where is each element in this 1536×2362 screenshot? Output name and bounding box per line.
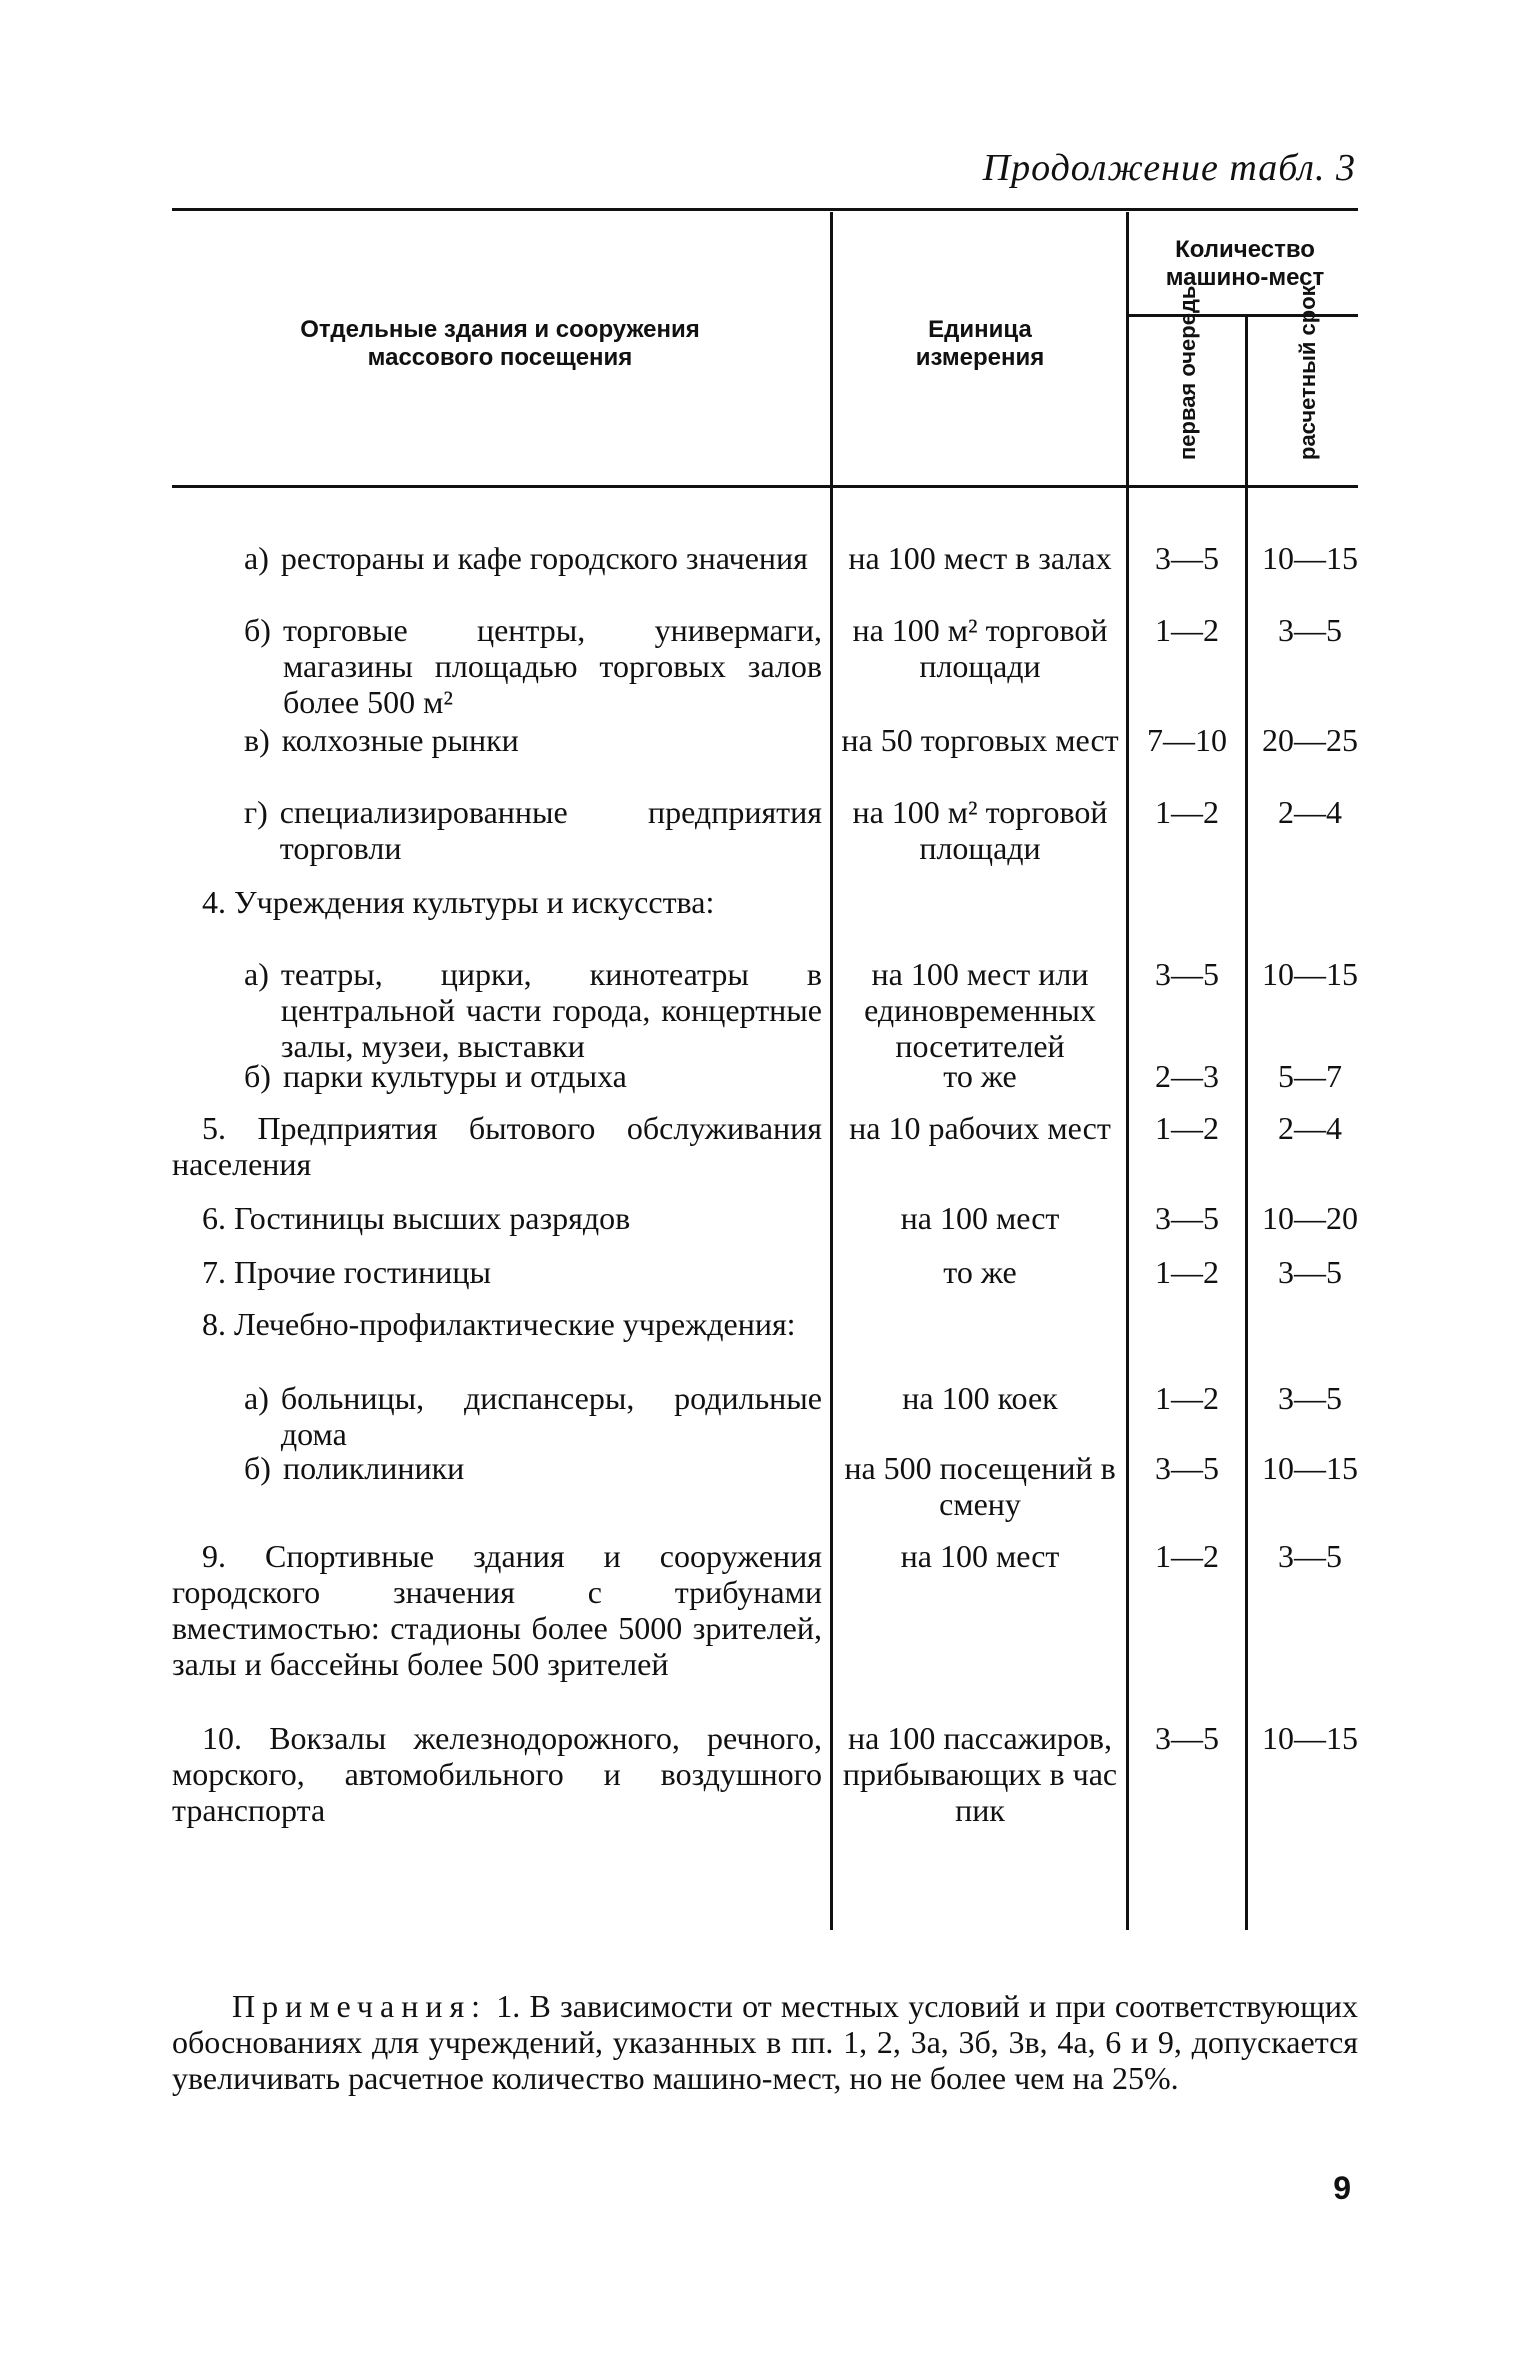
unit-cell: на 100 мест bbox=[900, 1200, 1060, 1236]
first-queue-cell: 3—5 bbox=[1155, 540, 1219, 576]
item-name: 7. Прочие гостиницы bbox=[202, 1254, 492, 1290]
item-name: 9. Спортивные здания и сооружения городского значения с трибунами вместимостью: стадионы более 5000 зрителей, залы и бассейны более 500 зрителей bbox=[172, 1538, 822, 1682]
first-queue-cell: 3—5 bbox=[1155, 1720, 1219, 1756]
final-term-cell: 10—15 bbox=[1262, 540, 1358, 576]
item-name: колхозные рынки bbox=[281, 722, 519, 758]
item-label: б) bbox=[244, 1058, 271, 1094]
final-term-cell: 10—15 bbox=[1262, 1450, 1358, 1486]
section-heading: 8. Лечебно-профилактические учреждения: bbox=[202, 1306, 796, 1342]
first-queue-cell: 7—10 bbox=[1147, 722, 1227, 758]
first-queue-cell: 3—5 bbox=[1155, 1450, 1219, 1486]
first-queue-cell: 1—2 bbox=[1155, 1254, 1219, 1290]
first-queue-cell: 1—2 bbox=[1155, 794, 1219, 830]
unit-cell: на 100 коек bbox=[902, 1380, 1058, 1416]
header-unit: Единица измерения bbox=[915, 316, 1045, 371]
unit-cell: на 10 рабочих мест bbox=[849, 1110, 1111, 1146]
item-label: а) bbox=[244, 1380, 269, 1416]
final-term-cell: 20—25 bbox=[1262, 722, 1358, 758]
header-final-term: расчетный срок bbox=[1295, 285, 1320, 460]
final-term-cell: 3—5 bbox=[1278, 612, 1342, 648]
item-name: 5. Предприятия бытового обслуживания населения bbox=[172, 1110, 822, 1182]
unit-cell: на 100 м² торговой площади bbox=[852, 612, 1108, 684]
item-label: б) bbox=[244, 612, 271, 648]
final-term-cell: 3—5 bbox=[1278, 1538, 1342, 1574]
unit-cell: на 500 посещений в смену bbox=[844, 1450, 1116, 1522]
unit-cell: на 50 торговых мест bbox=[841, 722, 1119, 758]
header-bottom-rule bbox=[172, 485, 1358, 488]
section-heading: 4. Учреждения культуры и искусства: bbox=[202, 884, 715, 920]
item-name: специализированные предприятия торговли bbox=[279, 794, 822, 866]
final-term-cell: 10—15 bbox=[1262, 956, 1358, 992]
item-label: г) bbox=[244, 794, 268, 830]
header-count: Количество машино-мест bbox=[1165, 236, 1325, 291]
item-label: а) bbox=[244, 956, 269, 992]
item-label: б) bbox=[244, 1450, 271, 1486]
notes-label: Примечания: bbox=[232, 1988, 488, 2024]
item-label: а) bbox=[244, 540, 269, 576]
notes-text: 1. В зависимости от местных условий и при соответствующих обоснованиях для учреждений, указанных в пп. 1, 2, 3а, 3б, 3в, 4а, 6 и 9, допускается увеличивать расчетное количество машино-мест, но не более чем на 25%. bbox=[172, 1988, 1359, 2096]
final-term-cell: 2—4 bbox=[1278, 794, 1342, 830]
final-term-cell: 10—20 bbox=[1262, 1200, 1358, 1236]
item-name: 6. Гостиницы высших разрядов bbox=[202, 1200, 631, 1236]
table-caption: Продолжение табл. 3 bbox=[982, 147, 1356, 189]
unit-cell: то же bbox=[943, 1254, 1017, 1290]
unit-cell: на 100 мест в залах bbox=[848, 540, 1112, 576]
item-name: парки культуры и отдыха bbox=[282, 1058, 627, 1094]
unit-cell: на 100 м² торговой площади bbox=[852, 794, 1108, 866]
final-term-cell: 3—5 bbox=[1278, 1380, 1342, 1416]
header-first-queue: первая очередь bbox=[1175, 285, 1200, 460]
final-term-cell: 3—5 bbox=[1278, 1254, 1342, 1290]
header-building: Отдельные здания и сооружения массового посещения bbox=[300, 316, 700, 371]
item-name: больницы, диспансеры, родильные дома bbox=[280, 1380, 822, 1452]
item-name: рестораны и кафе городского значения bbox=[280, 540, 808, 576]
item-label: в) bbox=[244, 722, 270, 758]
page-number: 9 bbox=[1333, 2170, 1351, 2206]
first-queue-cell: 2—3 bbox=[1155, 1058, 1219, 1094]
column-divider-1 bbox=[830, 212, 833, 1930]
table-notes bbox=[172, 1988, 1358, 2096]
table-top-rule bbox=[172, 208, 1358, 211]
item-name: торговые центры, универмаги, магазины площадью торговых залов более 500 м² bbox=[282, 612, 822, 720]
first-queue-cell: 3—5 bbox=[1155, 1200, 1219, 1236]
first-queue-cell: 1—2 bbox=[1155, 612, 1219, 648]
item-name: театры, цирки, кинотеатры в центральной части города, концертные залы, музеи, выставки bbox=[280, 956, 822, 1064]
unit-cell: на 100 мест bbox=[900, 1538, 1060, 1574]
final-term-cell: 5—7 bbox=[1278, 1058, 1342, 1094]
item-name: 10. Вокзалы железнодорожного, речного, морского, автомобильного и воздушного транспорта bbox=[172, 1720, 822, 1828]
item-name: поликлиники bbox=[282, 1450, 465, 1486]
first-queue-cell: 1—2 bbox=[1155, 1380, 1219, 1416]
first-queue-cell: 1—2 bbox=[1155, 1110, 1219, 1146]
unit-cell: на 100 пассажиров, прибывающих в час пик bbox=[842, 1720, 1118, 1828]
unit-cell: то же bbox=[943, 1058, 1017, 1094]
final-term-cell: 10—15 bbox=[1262, 1720, 1358, 1756]
first-queue-cell: 1—2 bbox=[1155, 1538, 1219, 1574]
first-queue-cell: 3—5 bbox=[1155, 956, 1219, 992]
final-term-cell: 2—4 bbox=[1278, 1110, 1342, 1146]
count-subheader-rule bbox=[1128, 314, 1358, 317]
unit-cell: на 100 мест или единовременных посетителей bbox=[864, 956, 1096, 1064]
